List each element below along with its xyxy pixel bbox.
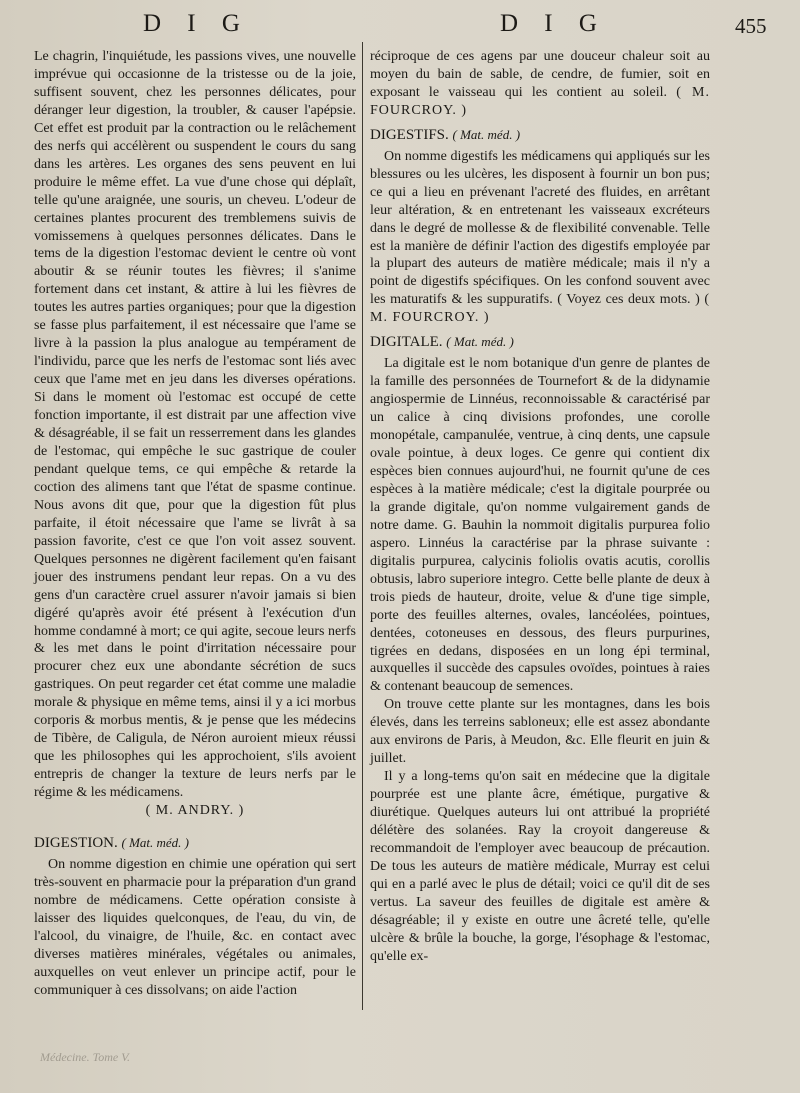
entry-heading-digitale [370, 333, 710, 352]
paragraph-digestion-chimie: On nomme digestion en chimie une opération qui sert très-souvent en pharmacie pour la préparation d'un grand nombre de médicamens. Cette opération consiste à laisser des liquides quelconques, de l'eau, du vin, de l'alcool, du vinaigre, de l'huile, &c. en contact avec diverses matières minérales, végétales ou animales, auxquelles on veut enlever un principe actif, pour le communiquer à ces dissolvans; on aide l'action [34, 856, 356, 998]
paragraph-digitale-vertus: Il y a long-tems qu'on sait en médecine que la digitale pourprée est une plante âcre, émétique, purgative & diurétique. Quelques auteurs lui ont attribué la propriété délétère des solanées. Ray la croyoit dangereuse & recommandoit de l'employer avec beaucoup de précaution. De tous les auteurs de matière médicale, Murray est celui qui en a parlé avec le plus de détail; voici ce qu'il dit de ses vertus. La saveur des feuilles de digitale est amère & désagréable; il y existe en outre une âcreté telle, qu'elle ulcère & brûle la bouche, la gorge, l'ésophage & l'estomac, qu'elle ex- [370, 769, 710, 964]
entry-title: DIGESTIFS. [370, 126, 449, 143]
running-head-right: D I G [500, 10, 607, 37]
entry-subject: ( Mat. méd. ) [121, 834, 190, 850]
page-number: 455 [735, 14, 767, 38]
digestifs-text: On nomme digestifs les médicamens qui appliqués sur les blessures ou les ulcères, les disposent à fournir un bon pus; ce qui a lieu en prévenant l'acreté des fluides, en arrêtant leur altération, & en entretenant les vaisseaux excréteurs dans le degré de mollesse & de flexibilité convenable. Telle est la manière de définir l'action des digestifs employée par la plupart des auteurs de matière médicale; mais il n'y a point de digestifs spécifiques. On les confond souvent avec les maturatifs & les suppuratifs. ( Voyez ces deux mots. ) [370, 148, 710, 308]
column-divider [362, 42, 363, 1010]
paragraph-digestion-passions: Le chagrin, l'inquiétude, les passions vives, une nouvelle imprévue qui occasionne de la tristesse ou de la joie, suffisent souvent, chez les personnes délicates, pour déranger leur digestion, la troubler, & causer l'apépsie. Cet effet est produit par la contraction ou le relâchement des nerfs qui accélèrent ou suspendent le cours du sang dans les artères. Les organes des sens peuvent en lui produire le même effet. La vue d'une chose qui déplaît, telle qu'une araignée, une souris, un cheveu. L'odeur de certaines plantes procurent des tremblemens suivis de vomissemens à quelques personnes délicates. Dans le tems de la digestion l'estomac devient le centre où vont aboutir & se réunir toutes les fièvres; il s'anime fortement dans cet instant, & attire à lui les fièvres de toutes les autres parties organiques; pour que la digestion se fasse plus parfaitement, il est nécessaire que l'ame se livre à la passion la plus analogue au tempérament de l'individu, parce que les nerfs de l'estomac sont liés avec ceux que l'ame met en jeu dans les diverses opérations. Si dans le moment où l'estomac est occupé de cette fonction importante, il est distrait par une affection vive & désagréable, il se fait un resserrement dans les glandes de l'estomac, qui empêche le suc gastrique de couler pendant quelque tems, ce qui empêche & retarde la coction des alimens tant que l'état de spasme continue. Nous avons dit que, pour que la digestion fût plus parfaite, il étoit nécessaire que l'ame se livrât à sa passion favorite, c'est ce que l'on voit assez souvent. Quelques personnes ne digèrent facilement qu'en faisant jouer des instrumens pendant leur repas. On a vu des gens d'un caractère cruel assurer n'avoir jamais si bien digéré qu'après avoir été présent à l'exécution d'un homme condamné à mort; ce qui agite, secoue leurs nerfs & les met dans le point d'irritation nécessaire pour procurer chez eux une abondante sécrétion de sucs gastriques. On peut regarder cet état comme une maladie morale & physique en même tems, ainsi il y a ici morbus corporis & morbus mentis, & je pense que les médecins de Tibère, de Caligula, de Néron auroient mieux réussi que les philosophes qui les approchoient, s'ils avoient entrepris de changer la texture de leurs nerfs par le régime & les médicamens. [34, 49, 356, 801]
paragraph-continuation [370, 48, 710, 120]
signature-andry [34, 802, 356, 820]
right-column [370, 48, 710, 966]
entry-title: DIGESTION. [34, 834, 118, 851]
entry-heading-digestifs [370, 126, 710, 145]
bleed-through-footer: Médecine. Tome V. [40, 1050, 130, 1064]
author-signature: ( M. FOURCROY. ) [370, 292, 711, 326]
author-signature: ( M. FOURCROY. ) [370, 84, 710, 118]
author-signature: ( M. ANDRY. ) [145, 803, 245, 819]
paragraph-digestifs [370, 148, 710, 328]
entry-heading-digestion [34, 834, 356, 853]
paragraph-digitale-description: La digitale est le nom botanique d'un genre de plantes de la famille des personnées de Tournefort & de la didynamie angiospermie de Linnéus, reconnoissable & caractérisé par un calice à cinq divisions profondes, une corolle monopétale, campanulée, ventrue, à cinq dents, une capsule ovale pointue, à deux loges. Ce genre qui contient dix espèces bien connues aujourd'hui, ne fournit qu'une de ces espèces à la matière médicale; c'est la digitale pourprée ou la grande digitale, qu'on nomme vulgairement gands de notre dame. G. Bauhin la nommoit digitalis purpurea folio aspero. Linnéus la caractérise par la phrase suivante : digitalis purpurea, calycinis foliolis ovatis acutis, corollis obtusis, labro superiore integro. Cette belle plante de deux à trois pieds de hauteur, droite, velue & d'une tige simple, porte des feuilles alternes, ovales, lancéolées, pointues, dentées, cotoneuses en dessous, des fleurs purpurines, tigrées en dedans, disposées en un long épi terminal, auxquelles il succède des capsules ovoïdes, pointues à raies & contenant beaucoup de semences. [370, 356, 710, 695]
entry-subject: ( Mat. méd. ) [446, 334, 514, 350]
running-head-left: D I G [143, 10, 250, 37]
entry-subject: ( Mat. méd. ) [452, 126, 521, 142]
left-column [34, 48, 356, 1000]
paragraph-digitale-habitat: On trouve cette plante sur les montagnes, dans les bois élevés, dans les terreins sabloneux; elle est assez abondante aux environs de Paris, à Meudon, &c. Elle fleurit en juin & juillet. [370, 697, 710, 767]
continuation-text: réciproque de ces agens par une douceur chaleur soit au moyen du bain de sable, de cendre, de fumier, soit en exposant le vaisseau qui les contient au soleil. [370, 49, 710, 100]
spacer [34, 820, 356, 828]
entry-title: DIGITALE. [370, 334, 443, 351]
